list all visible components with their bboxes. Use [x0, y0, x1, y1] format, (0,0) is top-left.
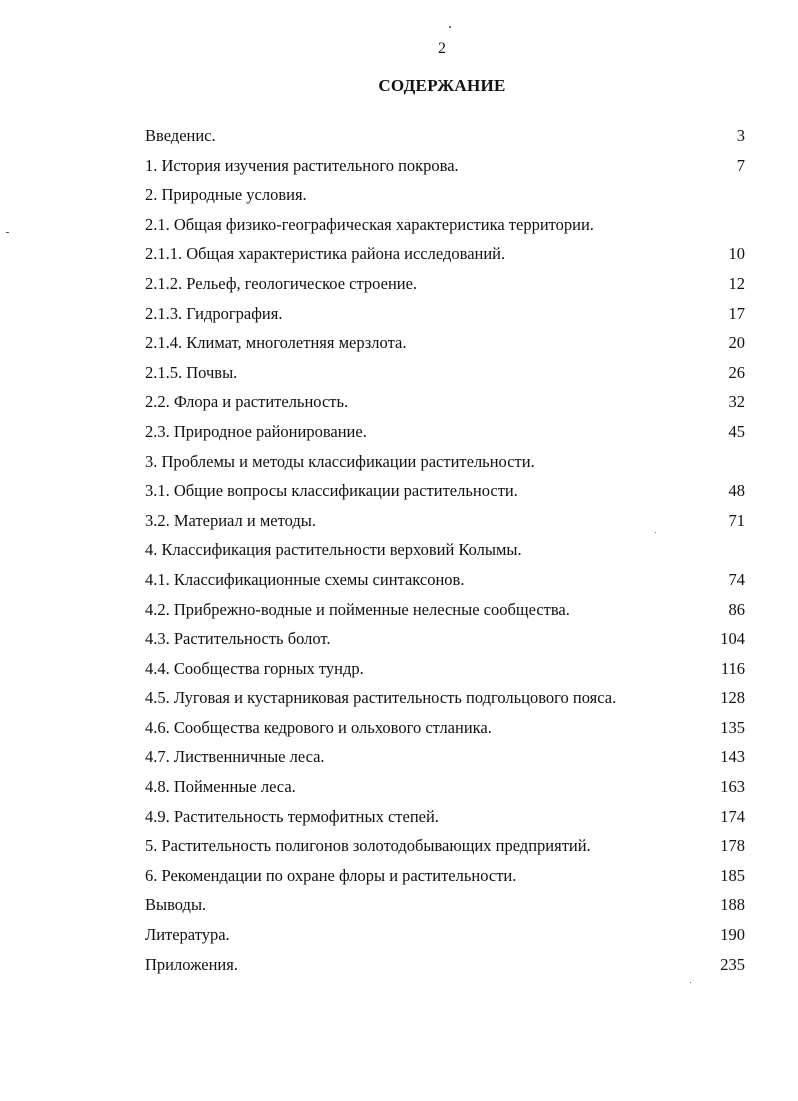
toc-entry — [145, 776, 745, 806]
toc-entry-title: 3.1. Общие вопросы классификации растительности. — [145, 481, 518, 501]
toc-entry — [145, 214, 745, 244]
toc-entry-title: 4.8. Пойменные леса. — [145, 777, 296, 797]
toc-entry — [145, 155, 745, 185]
toc-entry-title: 4.6. Сообщества кедрового и ольхового стланика. — [145, 717, 492, 737]
toc-entry — [145, 954, 745, 984]
page-number: 2 — [438, 40, 446, 57]
toc-entry-title: 2.1.5. Почвы. — [145, 362, 238, 382]
toc-entry — [145, 362, 745, 392]
toc-entry-title: 4.1. Классификационные схемы синтаксонов. — [145, 569, 465, 589]
toc-entry-title: 6. Рекомендации по охране флоры и растительности. — [145, 865, 517, 885]
toc-entry — [145, 421, 745, 451]
scan-speck — [6, 232, 9, 233]
toc-entry-title: Литература. — [145, 925, 230, 945]
toc-entry-title: 2.1.2. Рельеф, геологическое строение. — [145, 273, 418, 293]
toc-entry-title: Приложения. — [145, 954, 238, 974]
toc-entry — [145, 658, 745, 688]
toc-entry-page: 163 — [720, 777, 745, 797]
toc-entry — [145, 391, 745, 421]
toc-entry — [145, 628, 745, 658]
toc-entry-title: 2.1.4. Климат, многолетняя мерзлота. — [145, 333, 407, 353]
toc-entry — [145, 480, 745, 510]
toc-entry-page: 17 — [728, 303, 745, 323]
toc-entry-title: 4.2. Прибрежно-водные и пойменные нелесные сообщества. — [145, 599, 570, 619]
toc-entry — [145, 599, 745, 629]
toc-entry-page: 71 — [728, 510, 745, 530]
toc-entry-page: 116 — [720, 658, 745, 678]
toc-entry-title: Введенис. — [145, 126, 216, 145]
toc-entry-title: 2.3. Природное районирование. — [145, 421, 367, 441]
toc-entry — [145, 865, 745, 895]
toc-entry — [145, 687, 745, 717]
toc-entry — [145, 924, 745, 954]
toc-entry-title: 4.9. Растительность термофитных степей. — [145, 806, 439, 826]
toc-entry-page: 143 — [720, 747, 745, 767]
toc-entry-page: 188 — [720, 895, 745, 915]
toc-entry-page: 185 — [720, 865, 745, 885]
toc-entry-title: 4.4. Сообщества горных тундр. — [145, 658, 364, 678]
table-of-contents — [145, 125, 745, 983]
toc-entry-title: 4.3. Растительность болот. — [145, 629, 331, 649]
toc-entry-page: 104 — [720, 629, 745, 649]
toc-entry-page: 26 — [728, 362, 745, 382]
toc-entry-page: 86 — [728, 599, 745, 619]
toc-entry — [145, 510, 745, 540]
toc-entry-page: 20 — [728, 333, 745, 353]
toc-entry-page: 7 — [736, 155, 745, 175]
toc-entry-title: 1. История изучения растительного покрова. — [145, 155, 459, 175]
toc-entry-page: 174 — [720, 806, 745, 826]
toc-entry-page: 135 — [720, 717, 745, 737]
toc-entry — [145, 806, 745, 836]
toc-entry-title: 4.5. Луговая и кустарниковая растительность подгольцового пояса. — [145, 688, 617, 708]
toc-entry — [145, 273, 745, 303]
toc-entry — [145, 184, 745, 214]
toc-entry-page: 45 — [728, 421, 745, 441]
toc-entry — [145, 332, 745, 362]
toc-entry — [145, 746, 745, 776]
toc-entry-title: 3.2. Материал и методы. — [145, 510, 316, 530]
toc-entry — [145, 451, 745, 481]
toc-entry-page: 190 — [720, 925, 745, 945]
toc-entry-title: 4.7. Лиственничные леса. — [145, 747, 325, 767]
toc-entry-title: Выводы. — [145, 895, 207, 915]
toc-entry-title: 2. Природные условия. — [145, 185, 307, 205]
toc-entry-title: 2.1.1. Общая характеристика района исследований. — [145, 244, 506, 264]
toc-entry-title: 5. Растительность полигонов золотодобывающих предприятий. — [145, 836, 591, 856]
toc-entry-page: 235 — [720, 954, 745, 974]
toc-entry — [145, 125, 745, 155]
toc-entry — [145, 569, 745, 599]
toc-entry-page: 128 — [720, 688, 745, 708]
toc-entry-page: 3 — [736, 126, 745, 145]
page-title: СОДЕРЖАНИЕ — [378, 76, 506, 95]
toc-entry-page: 10 — [728, 244, 745, 264]
toc-entry-title: 2.1.3. Гидрография. — [145, 303, 283, 323]
toc-entry — [145, 243, 745, 273]
toc-entry-title: 2.1. Общая физико-географическая характеристика территории. — [145, 214, 594, 234]
toc-entry — [145, 717, 745, 747]
toc-entry-page: 48 — [728, 481, 745, 501]
toc-entry-title: 4. Классификация растительности верховий Колымы. — [145, 540, 522, 560]
toc-entry — [145, 894, 745, 924]
toc-entry — [145, 835, 745, 865]
toc-entry-page: 178 — [720, 836, 745, 856]
toc-entry-title: 3. Проблемы и методы классификации растительности. — [145, 451, 535, 471]
toc-entry-page: 74 — [728, 569, 745, 589]
toc-entry — [145, 539, 745, 569]
toc-entry-page: 32 — [728, 392, 745, 412]
toc-entry-title: 2.2. Флора и растительность. — [145, 392, 349, 412]
toc-entry — [145, 303, 745, 333]
toc-entry-page: 12 — [728, 273, 745, 293]
scan-speck — [449, 26, 451, 28]
